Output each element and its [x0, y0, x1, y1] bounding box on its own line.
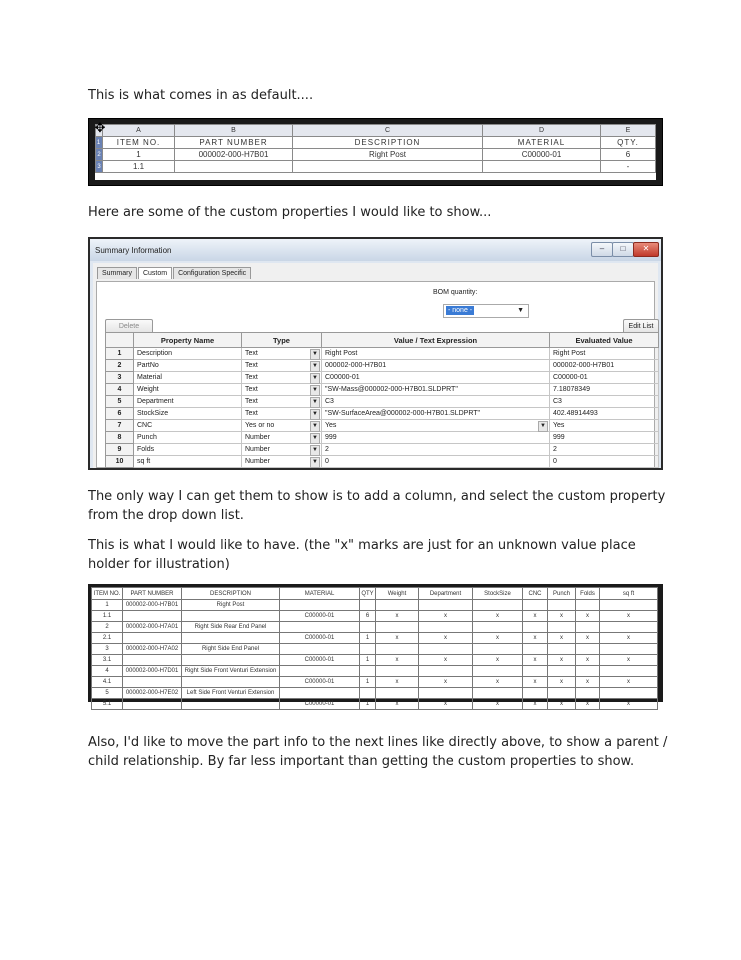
type-value: Text — [245, 410, 258, 417]
default-bom-screenshot — [88, 118, 663, 186]
property-row[interactable] — [106, 348, 659, 360]
table-row — [92, 688, 658, 699]
table-cell: x — [548, 633, 576, 644]
table-cell: 1 — [103, 149, 175, 161]
workaround-text: The only way I can get them to show is to add a column, and select the custom property from the drop down list. — [88, 489, 666, 523]
row-number: 1 — [106, 348, 134, 360]
bom-quantity-value: - none - — [448, 307, 473, 314]
column-header: Type — [242, 333, 322, 348]
delete-button[interactable]: Delete — [105, 319, 153, 335]
value-cell[interactable]: "SW-Mass@000002-000-H7B01.SLDPRT" — [322, 384, 550, 396]
value-cell[interactable]: Right Post — [322, 348, 550, 360]
table-cell — [548, 600, 576, 611]
header-cell: CNC — [523, 588, 548, 600]
table-cell — [548, 666, 576, 677]
table-cell — [600, 688, 658, 699]
table-cell — [576, 622, 600, 633]
default-bom-table — [94, 121, 656, 173]
type-value: Number — [245, 434, 270, 441]
evaluated-value-cell: 999 — [550, 432, 659, 444]
table-cell: 2.1 — [92, 633, 123, 644]
table-cell: C00000-01 — [280, 655, 360, 666]
property-name-cell[interactable]: StockSize — [134, 408, 242, 420]
header-cell: QTY. — [601, 137, 656, 149]
type-value: Text — [245, 362, 258, 369]
table-cell: x — [600, 633, 658, 644]
table-cell — [523, 666, 548, 677]
table-cell: x — [600, 677, 658, 688]
table-cell: x — [473, 611, 523, 622]
table-cell: x — [576, 677, 600, 688]
header-cell: ITEM NO. — [103, 137, 175, 149]
row-number: 4 — [106, 384, 134, 396]
property-row[interactable] — [106, 372, 659, 384]
header-cell: Department — [419, 588, 473, 600]
close-icon[interactable]: ✕ — [633, 242, 659, 257]
header-cell: MATERIAL — [280, 588, 360, 600]
type-cell[interactable] — [242, 384, 322, 396]
table-cell — [280, 644, 360, 655]
row-number: 10 — [106, 456, 134, 468]
table-cell: 1 — [360, 655, 376, 666]
table-cell: 4.1 — [92, 677, 123, 688]
table-cell: x — [376, 611, 419, 622]
table-cell: x — [523, 677, 548, 688]
table-cell — [376, 644, 419, 655]
table-cell: x — [419, 677, 473, 688]
value-cell[interactable]: C00000-01 — [322, 372, 550, 384]
table-cell: 000002-000-H7B01 — [175, 149, 293, 161]
table-cell — [123, 677, 182, 688]
desired-result-text: This is what I would like to have. (the "x" marks are just for an unknown value place holder for illustration) — [88, 538, 636, 572]
property-name-cell[interactable]: Weight — [134, 384, 242, 396]
type-value: Text — [245, 386, 258, 393]
value-cell[interactable]: C3 — [322, 396, 550, 408]
property-name-cell[interactable]: sq ft — [134, 456, 242, 468]
table-cell — [600, 666, 658, 677]
table-cell — [548, 688, 576, 699]
table-cell: 000002-000-H7A02 — [123, 644, 182, 655]
table-cell: x — [576, 655, 600, 666]
dropdown-arrow-icon[interactable]: ▼ — [310, 457, 320, 468]
table-cell — [360, 600, 376, 611]
column-header: Value / Text Expression — [322, 333, 550, 348]
table-cell — [360, 666, 376, 677]
table-cell: x — [419, 699, 473, 710]
table-cell: x — [600, 699, 658, 710]
property-name-cell[interactable]: Material — [134, 372, 242, 384]
table-cell: Left Side Front Venturi Extension — [182, 688, 280, 699]
property-name-cell[interactable]: Folds — [134, 444, 242, 456]
custom-properties-text: Here are some of the custom properties I would like to show... — [88, 205, 492, 220]
value-cell[interactable]: "SW-SurfaceArea@000002-000-H7B01.SLDPRT" — [322, 408, 550, 420]
dropdown-arrow-icon[interactable]: ▼ — [310, 409, 320, 420]
desired-bom-screenshot — [88, 584, 663, 707]
value-cell[interactable]: 999 — [322, 432, 550, 444]
table-cell: C00000-01 — [483, 149, 601, 161]
table-cell: Right Side Front Venturi Extension — [182, 666, 280, 677]
table-cell — [576, 688, 600, 699]
table-cell — [523, 622, 548, 633]
table-cell: 6 — [601, 149, 656, 161]
table-cell — [123, 655, 182, 666]
table-cell: x — [548, 677, 576, 688]
row-number: 5 — [106, 396, 134, 408]
header-row — [92, 588, 658, 600]
evaluated-value-cell: Yes — [550, 420, 659, 432]
row-number: 8 — [106, 432, 134, 444]
header-cell: PART NUMBER — [123, 588, 182, 600]
table-row — [92, 600, 658, 611]
property-row[interactable] — [106, 396, 659, 408]
table-cell — [360, 644, 376, 655]
table-cell: 5.1 — [92, 699, 123, 710]
table-cell — [182, 677, 280, 688]
row-number-header — [106, 333, 134, 348]
table-cell — [376, 666, 419, 677]
table-cell: C00000-01 — [280, 699, 360, 710]
custom-properties-table — [105, 332, 659, 468]
table-cell — [182, 655, 280, 666]
edit-list-button[interactable]: Edit List — [623, 319, 659, 335]
table-cell — [523, 644, 548, 655]
property-row[interactable] — [106, 384, 659, 396]
table-cell: - — [601, 161, 656, 173]
property-row[interactable] — [106, 456, 659, 468]
column-letter[interactable]: B — [175, 125, 293, 137]
table-cell — [600, 600, 658, 611]
row-number[interactable]: 1 — [96, 137, 103, 149]
table-cell: x — [548, 699, 576, 710]
table-cell — [419, 644, 473, 655]
table-cell — [600, 622, 658, 633]
type-value: Text — [245, 350, 258, 357]
evaluated-value-cell: 7.18078349 — [550, 384, 659, 396]
evaluated-value-cell: 2 — [550, 444, 659, 456]
bom-quantity-label: BOM quantity: — [433, 289, 478, 296]
summary-information-dialog — [88, 237, 663, 470]
table-cell — [473, 688, 523, 699]
type-cell[interactable] — [242, 396, 322, 408]
table-cell: x — [600, 655, 658, 666]
table-cell — [548, 644, 576, 655]
property-row[interactable] — [106, 420, 659, 432]
table-row — [92, 633, 658, 644]
dialog-titlebar — [90, 239, 661, 261]
evaluated-value-cell: 000002-000-H7B01 — [550, 360, 659, 372]
table-cell: C00000-01 — [280, 611, 360, 622]
table-cell: x — [473, 633, 523, 644]
column-letter[interactable]: C — [293, 125, 483, 137]
table-cell — [576, 666, 600, 677]
value-cell[interactable]: 0 — [322, 456, 550, 468]
dropdown-arrow-icon[interactable]: ▼ — [310, 373, 320, 384]
column-letter[interactable]: D — [483, 125, 601, 137]
table-cell — [280, 688, 360, 699]
evaluated-value-cell: Right Post — [550, 348, 659, 360]
table-cell — [360, 622, 376, 633]
table-cell: 1.1 — [103, 161, 175, 173]
evaluated-value-cell: 402.48914493 — [550, 408, 659, 420]
type-cell[interactable] — [242, 444, 322, 456]
table-cell — [182, 633, 280, 644]
column-letter[interactable]: A — [103, 125, 175, 137]
table-row — [92, 644, 658, 655]
table-cell — [280, 666, 360, 677]
table-row — [92, 677, 658, 688]
table-cell — [483, 161, 601, 173]
dialog-title: Summary Information — [95, 246, 172, 255]
header-cell: Folds — [576, 588, 600, 600]
table-cell — [376, 600, 419, 611]
column-header: Property Name — [134, 333, 242, 348]
header-cell: Punch — [548, 588, 576, 600]
table-cell: x — [523, 633, 548, 644]
dropdown-arrow-icon[interactable]: ▼ — [310, 445, 320, 456]
parent-child-text: Also, I'd like to move the part info to the next lines like directly above, to show a parent / child relationship. By far less important than getting the custom properties to show. — [88, 735, 668, 769]
table-cell — [419, 622, 473, 633]
table-cell — [473, 600, 523, 611]
table-cell: x — [376, 677, 419, 688]
move-table-icon[interactable]: ✥ — [94, 121, 106, 136]
table-cell — [280, 622, 360, 633]
row-number[interactable]: 2 — [96, 149, 103, 161]
table-cell — [419, 688, 473, 699]
maximize-icon[interactable]: □ — [612, 242, 634, 257]
table-row — [92, 622, 658, 633]
property-name-cell[interactable]: Department — [134, 396, 242, 408]
evaluated-value-cell: 0 — [550, 456, 659, 468]
type-cell[interactable] — [242, 408, 322, 420]
table-cell: Right Side End Panel — [182, 644, 280, 655]
tab-summary[interactable]: Summary — [97, 267, 137, 279]
table-cell: x — [419, 611, 473, 622]
table-cell: 6 — [360, 611, 376, 622]
table-cell: Right Side Rear End Panel — [182, 622, 280, 633]
table-cell: x — [419, 655, 473, 666]
table-cell: 1 — [360, 699, 376, 710]
table-cell: 000002-000-H7D01 — [123, 666, 182, 677]
table-cell: Right Post — [293, 149, 483, 161]
header-cell: PART NUMBER — [175, 137, 293, 149]
table-cell — [473, 644, 523, 655]
table-cell: x — [376, 699, 419, 710]
table-cell: 2 — [92, 622, 123, 633]
table-row — [92, 611, 658, 622]
table-cell: x — [523, 699, 548, 710]
row-number: 7 — [106, 420, 134, 432]
dropdown-arrow-icon[interactable]: ▼ — [310, 385, 320, 396]
table-cell: 1 — [360, 633, 376, 644]
table-cell: 000002-000-H7B01 — [123, 600, 182, 611]
table-cell — [123, 699, 182, 710]
dropdown-arrow-icon[interactable]: ▼ — [310, 397, 320, 408]
type-cell[interactable] — [242, 372, 322, 384]
intro-text: This is what comes in as default.... — [88, 88, 314, 103]
desired-bom-table — [91, 587, 658, 710]
table-cell — [523, 688, 548, 699]
type-cell[interactable] — [242, 360, 322, 372]
type-cell[interactable] — [242, 420, 322, 432]
value-text: Yes — [325, 422, 337, 429]
table-cell: x — [576, 699, 600, 710]
property-name-cell[interactable]: Punch — [134, 432, 242, 444]
table-cell: x — [576, 633, 600, 644]
type-value: Text — [245, 374, 258, 381]
chevron-down-icon: ▼ — [517, 307, 524, 314]
header-cell: Weight — [376, 588, 419, 600]
table-cell — [360, 688, 376, 699]
table-cell: 000002-000-H7E02 — [123, 688, 182, 699]
header-cell: MATERIAL — [483, 137, 601, 149]
table-cell — [419, 666, 473, 677]
table-cell — [293, 161, 483, 173]
column-header: Evaluated Value — [550, 333, 659, 348]
dropdown-arrow-icon[interactable]: ▼ — [310, 433, 320, 444]
type-value: Number — [245, 458, 270, 465]
table-cell — [280, 600, 360, 611]
type-value: Yes or no — [245, 422, 275, 429]
table-cell — [123, 633, 182, 644]
property-row[interactable] — [106, 444, 659, 456]
dropdown-arrow-icon[interactable]: ▼ — [310, 421, 320, 432]
header-cell: DESCRIPTION — [293, 137, 483, 149]
table-cell: x — [548, 611, 576, 622]
table-cell — [376, 688, 419, 699]
table-cell: 5 — [92, 688, 123, 699]
table-cell — [376, 622, 419, 633]
table-cell: 000002-000-H7A01 — [123, 622, 182, 633]
table-row — [92, 655, 658, 666]
property-name-cell[interactable]: PartNo — [134, 360, 242, 372]
dialog-tabs — [97, 267, 252, 281]
table-cell: 1 — [360, 677, 376, 688]
header-cell: StockSize — [473, 588, 523, 600]
type-value: Number — [245, 446, 270, 453]
value-cell[interactable]: 000002-000-H7B01 — [322, 360, 550, 372]
property-row[interactable] — [106, 360, 659, 372]
custom-tab-pane — [96, 281, 655, 468]
table-cell: Right Post — [182, 600, 280, 611]
property-name-cell[interactable]: CNC — [134, 420, 242, 432]
table-cell: x — [576, 611, 600, 622]
table-cell: x — [376, 633, 419, 644]
table-cell — [473, 666, 523, 677]
table-cell: C00000-01 — [280, 633, 360, 644]
tab-custom[interactable]: Custom — [138, 267, 172, 279]
table-cell — [600, 644, 658, 655]
table-cell — [419, 600, 473, 611]
table-cell: x — [523, 655, 548, 666]
column-letter[interactable]: E — [601, 125, 656, 137]
table-cell — [182, 699, 280, 710]
header-cell: sq ft — [600, 588, 658, 600]
evaluated-value-cell: C3 — [550, 396, 659, 408]
row-number: 6 — [106, 408, 134, 420]
table-cell: x — [473, 677, 523, 688]
table-row — [92, 666, 658, 677]
property-name-cell[interactable]: Description — [134, 348, 242, 360]
header-cell: DESCRIPTION — [182, 588, 280, 600]
evaluated-value-cell: C00000-01 — [550, 372, 659, 384]
property-row[interactable] — [106, 432, 659, 444]
table-cell: x — [523, 611, 548, 622]
header-cell: QTY — [360, 588, 376, 600]
header-cell: ITEM NO. — [92, 588, 123, 600]
table-cell — [576, 644, 600, 655]
type-value: Text — [245, 398, 258, 405]
table-row — [92, 699, 658, 710]
row-number: 9 — [106, 444, 134, 456]
table-cell: C00000-01 — [280, 677, 360, 688]
type-cell[interactable] — [242, 432, 322, 444]
property-row[interactable] — [106, 408, 659, 420]
table-cell: 1.1 — [92, 611, 123, 622]
value-cell[interactable] — [322, 420, 550, 432]
table-cell — [123, 611, 182, 622]
table-cell: x — [548, 655, 576, 666]
table-cell: 4 — [92, 666, 123, 677]
table-cell — [182, 611, 280, 622]
row-number: 2 — [106, 360, 134, 372]
table-cell: 3 — [92, 644, 123, 655]
table-cell: x — [473, 699, 523, 710]
table-cell — [473, 622, 523, 633]
table-cell — [523, 600, 548, 611]
minimize-icon[interactable]: – — [591, 242, 613, 257]
row-number[interactable]: 3 — [96, 161, 103, 173]
table-cell — [548, 622, 576, 633]
bom-quantity-select[interactable] — [443, 304, 529, 318]
table-cell: 1 — [92, 600, 123, 611]
table-cell: x — [376, 655, 419, 666]
table-cell — [175, 161, 293, 173]
type-cell[interactable] — [242, 456, 322, 468]
value-cell[interactable]: 2 — [322, 444, 550, 456]
type-cell[interactable] — [242, 348, 322, 360]
dropdown-arrow-icon[interactable]: ▼ — [310, 361, 320, 372]
table-cell: x — [473, 655, 523, 666]
table-cell: 3.1 — [92, 655, 123, 666]
tab-configuration-specific[interactable]: Configuration Specific — [173, 267, 251, 279]
table-cell: x — [600, 611, 658, 622]
dropdown-arrow-icon[interactable]: ▼ — [538, 421, 548, 432]
row-number: 3 — [106, 372, 134, 384]
dropdown-arrow-icon[interactable]: ▼ — [310, 349, 320, 360]
table-cell: x — [419, 633, 473, 644]
table-cell — [576, 600, 600, 611]
